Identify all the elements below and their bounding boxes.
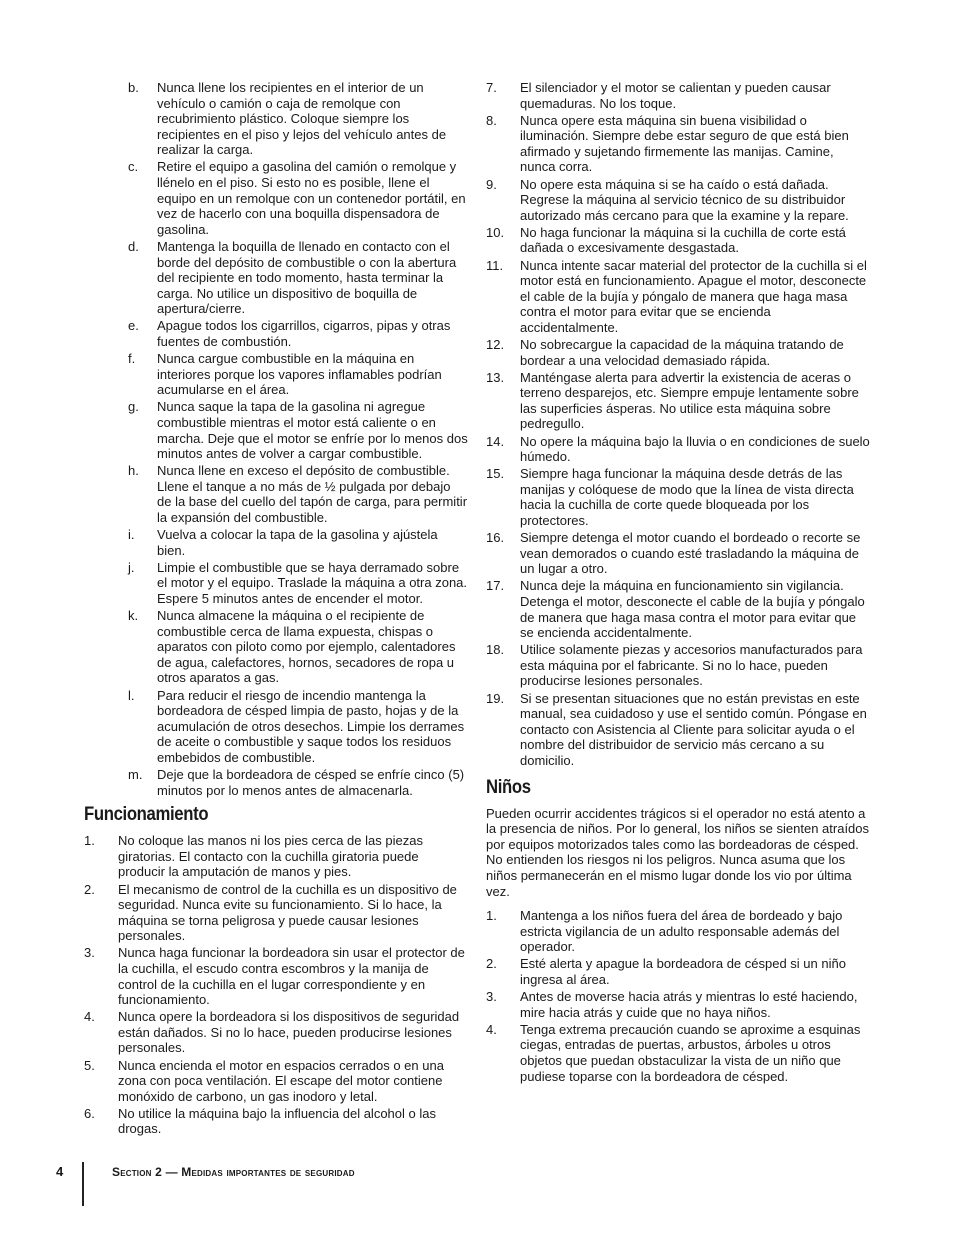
list-marker: 16. (486, 530, 505, 546)
list-item (84, 239, 468, 317)
list-item-text: Nunca opere esta máquina sin buena visibilidad o iluminación. Siempre debe estar seguro de que está bien afirmado y sujetando firmemente las manijas. Camine, nunca corra. (520, 112, 849, 175)
list-item (84, 527, 468, 558)
list-item-text: Nunca llene los recipientes en el interior de un vehículo o camión o caja de remolque con recubrimiento plástico. Coloque siempre los recipientes en el piso y lejos del vehículo antes de realizar la carga. (157, 80, 447, 158)
list-item (84, 833, 468, 880)
list-item-text: No opere la máquina bajo la lluvia o en condiciones de suelo húmedo. (520, 433, 870, 465)
list-item-text: Nunca intente sacar material del protector de la cuchilla si el motor está en funcionamiento. Apague el motor, desconecte el cable de la bujía y póngalo de manera que haga masa contra el motor para evitar que se encienda accidentalmente. (520, 257, 867, 335)
funcionamiento-list (84, 833, 468, 1137)
list-marker: 3. (84, 945, 95, 961)
list-item (486, 578, 872, 640)
list-marker: l. (128, 687, 135, 703)
ninos-intro: Pueden ocurrir accidentes trágicos si el operador no está atento a la presencia de niños. Por lo general, los niños se sienten atraídos por equipos motorizados tales como las bordeadoras de césped. No entienden los riesgos ni los peligros. Nunca asuma que los niños permanecerán en el mismo lugar donde los vio por última vez. (486, 805, 870, 899)
list-item-text: Mantenga la boquilla de llenado en contacto con el borde del depósito de combustible o con la abertura del recipiente en todo momento, hasta terminar la carga. No utilice un dispositivo de boquilla de apertura/cierre. (157, 238, 457, 317)
section-title: Section 2 — Medidas importantes de seguridad (112, 1165, 355, 1179)
list-item (84, 1058, 468, 1105)
list-marker: g. (128, 399, 139, 415)
list-item (84, 688, 468, 766)
list-item-text: No sobrecargue la capacidad de la máquina tratando de bordear a una velocidad demasiado rápida. (520, 337, 844, 368)
operation-list-continued (486, 80, 872, 769)
list-item-text: Esté alerta y apague la bordeadora de césped si un niño ingresa al área. (520, 956, 846, 987)
list-marker: 1. (84, 833, 95, 849)
left-column (84, 80, 468, 1139)
list-marker: i. (128, 527, 135, 543)
list-item-text: Nunca deje la máquina en funcionamiento sin vigilancia. Detenga el motor, desconecte el cable de la bujía y póngalo de manera que haga masa contra el motor para evitar que se encienda accidentalmente. (520, 578, 865, 641)
list-item-text: Para reducir el riesgo de incendio mantenga la bordeadora de césped limpia de pasto, hojas y de la acumulación de otros desechos. Limpie los derrames de aceite o combustible y saque todos los residuos embebidos de combustible. (157, 687, 465, 765)
list-marker: 19. (486, 690, 505, 706)
list-item-text: Mantenga a los niños fuera del área de bordeado y bajo estricta vigilancia de un adulto responsable además del operador. (520, 908, 843, 955)
fuel-sub-list (84, 80, 468, 798)
right-column (486, 80, 872, 1086)
list-marker: 14. (486, 433, 505, 449)
list-item (84, 463, 468, 525)
list-item (486, 113, 872, 175)
page-number: 4 (56, 1164, 64, 1179)
list-marker: 15. (486, 466, 505, 482)
list-item (486, 530, 872, 577)
page-footer (56, 1162, 556, 1206)
list-marker: e. (128, 318, 139, 334)
list-item-text: No haga funcionar la máquina si la cuchilla de corte está dañada o excesivamente desgastada. (520, 224, 846, 256)
list-item-text: Apague todos los cigarrillos, cigarros, pipas y otras fuentes de combustión. (157, 318, 451, 349)
list-marker: c. (128, 159, 139, 175)
list-marker: 1. (486, 908, 497, 924)
list-item (84, 318, 468, 349)
list-item-text: No utilice la máquina bajo la influencia del alcohol o las drogas. (118, 1105, 436, 1137)
list-item-text: No opere esta máquina si se ha caído o está dañada. Regrese la máquina al servicio técnico de su distribuidor autorizado más cercano para que la examine y la repare. (520, 176, 849, 223)
list-marker: f. (128, 351, 136, 367)
list-item (486, 908, 872, 955)
list-item (486, 691, 872, 769)
list-item-text: Deje que la bordeadora de césped se enfríe cinco (5) minutos por lo menos antes de almacenarla. (157, 767, 465, 798)
list-item (486, 258, 872, 336)
list-marker: j. (128, 559, 135, 575)
list-item (84, 945, 468, 1007)
list-marker: 4. (486, 1021, 497, 1037)
list-marker: b. (128, 80, 139, 95)
list-item (486, 370, 872, 432)
list-marker: 7. (486, 80, 497, 95)
list-item-text: Tenga extrema precaución cuando se aproxime a esquinas ciegas, entradas de puertas, arbustos, árboles u otros objetos que puedan obstaculizar la vista de un niño que pudiese toparse con la bordeadora de césped. (520, 1021, 861, 1084)
list-item (486, 80, 872, 111)
list-item (84, 1106, 468, 1137)
list-item-text: Nunca saque la tapa de la gasolina ni agregue combustible mientras el motor está caliente o en marcha. Deje que el motor se enfríe por lo menos dos minutos antes de volver a cargar combustible. (157, 399, 468, 462)
list-item-text: No coloque las manos ni los pies cerca de las piezas giratorias. El contacto con la cuchilla giratoria puede producir la amputación de manos y pies. (118, 833, 423, 880)
list-item-text: Nunca haga funcionar la bordeadora sin usar el protector de la cuchilla, el escudo contra escombros y la manija de control de la cuchilla en el lugar correspondiente y en funcionamiento. (118, 945, 465, 1008)
list-item-text: Nunca opere la bordeadora si los dispositivos de seguridad están dañados. Si no lo hace, pueden producirse lesiones personales. (118, 1009, 460, 1056)
list-marker: 17. (486, 578, 505, 594)
list-item (84, 1009, 468, 1056)
list-marker: 8. (486, 112, 497, 128)
list-item-text: Nunca encienda el motor en espacios cerrados o en una zona con poca ventilación. El escape del motor contiene monóxido de carbono, un gas inodoro y letal. (118, 1057, 444, 1104)
list-item-text: El silenciador y el motor se calientan y pueden causar quemaduras. No los toque. (520, 80, 831, 111)
list-item (84, 159, 468, 237)
list-marker: 13. (486, 369, 505, 385)
list-item (84, 882, 468, 944)
list-item-text: Nunca llene en exceso el depósito de combustible. Llene el tanque a no más de ½ pulgada por debajo de la base del cuello del tapón de carga, para permitir la expansión del combustible. (157, 463, 468, 526)
list-item (84, 399, 468, 461)
list-item-text: Nunca almacene la máquina o el recipiente de combustible cerca de llama expuesta, chispas o aparatos con piloto como por ejemplo, calentadores de agua, calefactores, hornos, secadores de ropa u otros aparatos a gas. (157, 608, 456, 686)
list-item-text: Manténgase alerta para advertir la existencia de aceras o terreno desparejos, etc. Siempre empuje lentamente sobre las superficies ásperas. No utilice esta máquina sobre pedregullo. (520, 369, 859, 432)
footer-divider (82, 1162, 84, 1206)
list-item (486, 956, 872, 987)
list-item-text: Nunca cargue combustible en la máquina en interiores porque los vapores inflamables podrían acumularse en el área. (157, 351, 442, 398)
list-item (486, 466, 872, 528)
list-marker: 10. (486, 224, 505, 240)
list-marker: d. (128, 238, 139, 254)
list-item (486, 642, 872, 689)
list-marker: 3. (486, 989, 497, 1005)
list-marker: 11. (486, 257, 504, 273)
list-item-text: Antes de moverse hacia atrás y mientras lo esté haciendo, mire hacia atrás y cuide que no haya niños. (520, 989, 858, 1020)
list-item-text: Siempre detenga el motor cuando el bordeado o recorte se vean demorados o cuando esté trasladando la máquina de un lugar a otro. (520, 530, 861, 577)
list-item (84, 608, 468, 686)
list-item (486, 989, 872, 1020)
list-marker: 4. (84, 1009, 95, 1025)
list-item (486, 337, 872, 368)
list-item-text: Limpie el combustible que se haya derramado sobre el motor y el equipo. Traslade la máquina a otra zona. Espere 5 minutos antes de encender el motor. (157, 559, 468, 606)
list-item (84, 80, 468, 158)
ninos-heading: Niños (486, 776, 531, 798)
list-marker: 6. (84, 1105, 95, 1121)
list-item-text: Siempre haga funcionar la máquina desde detrás de las manijas y colóquese de modo que la línea de vista directa hacia la cuchilla de corte quede bloqueada por los protectores. (520, 466, 854, 529)
list-item (84, 560, 468, 607)
list-item-text: Vuelva a colocar la tapa de la gasolina y ajústela bien. (157, 527, 438, 558)
list-marker: k. (128, 608, 139, 624)
list-item (486, 177, 872, 224)
list-item-text: Si se presentan situaciones que no están previstas en este manual, sea cuidadoso y use el sentido común. Póngase en contacto con Asistencia al Cliente para solicitar ayuda o el nombre del distribuidor de servicio más cercano a su domicilio. (520, 690, 867, 768)
list-marker: 2. (486, 956, 497, 972)
list-item (84, 351, 468, 398)
list-item (84, 767, 468, 798)
list-item (486, 225, 872, 256)
list-item (486, 434, 872, 465)
list-marker: 18. (486, 642, 505, 658)
list-marker: 9. (486, 176, 497, 192)
ninos-list (486, 908, 872, 1084)
funcionamiento-heading: Funcionamiento (84, 804, 209, 826)
list-item-text: Retire el equipo a gasolina del camión o remolque y llénelo en el piso. Si esto no es posible, llene el equipo en un remolque con un contenedor portátil, en vez de hacerlo con una boquilla dispensadora de gasolina. (157, 159, 466, 237)
list-item-text: El mecanismo de control de la cuchilla es un dispositivo de seguridad. Nunca evite su funcionamiento. Si lo hace, la máquina se torna peligrosa y puede causar lesiones personales. (118, 881, 457, 944)
list-item-text: Utilice solamente piezas y accesorios manufacturados para esta máquina por el fabricante. Si no lo hace, pueden producirse lesiones personales. (520, 642, 863, 689)
list-marker: 12. (486, 337, 505, 352)
list-marker: m. (128, 767, 143, 783)
list-marker: 2. (84, 881, 95, 897)
list-marker: 5. (84, 1057, 95, 1073)
list-marker: h. (128, 463, 139, 479)
list-item (486, 1022, 872, 1084)
